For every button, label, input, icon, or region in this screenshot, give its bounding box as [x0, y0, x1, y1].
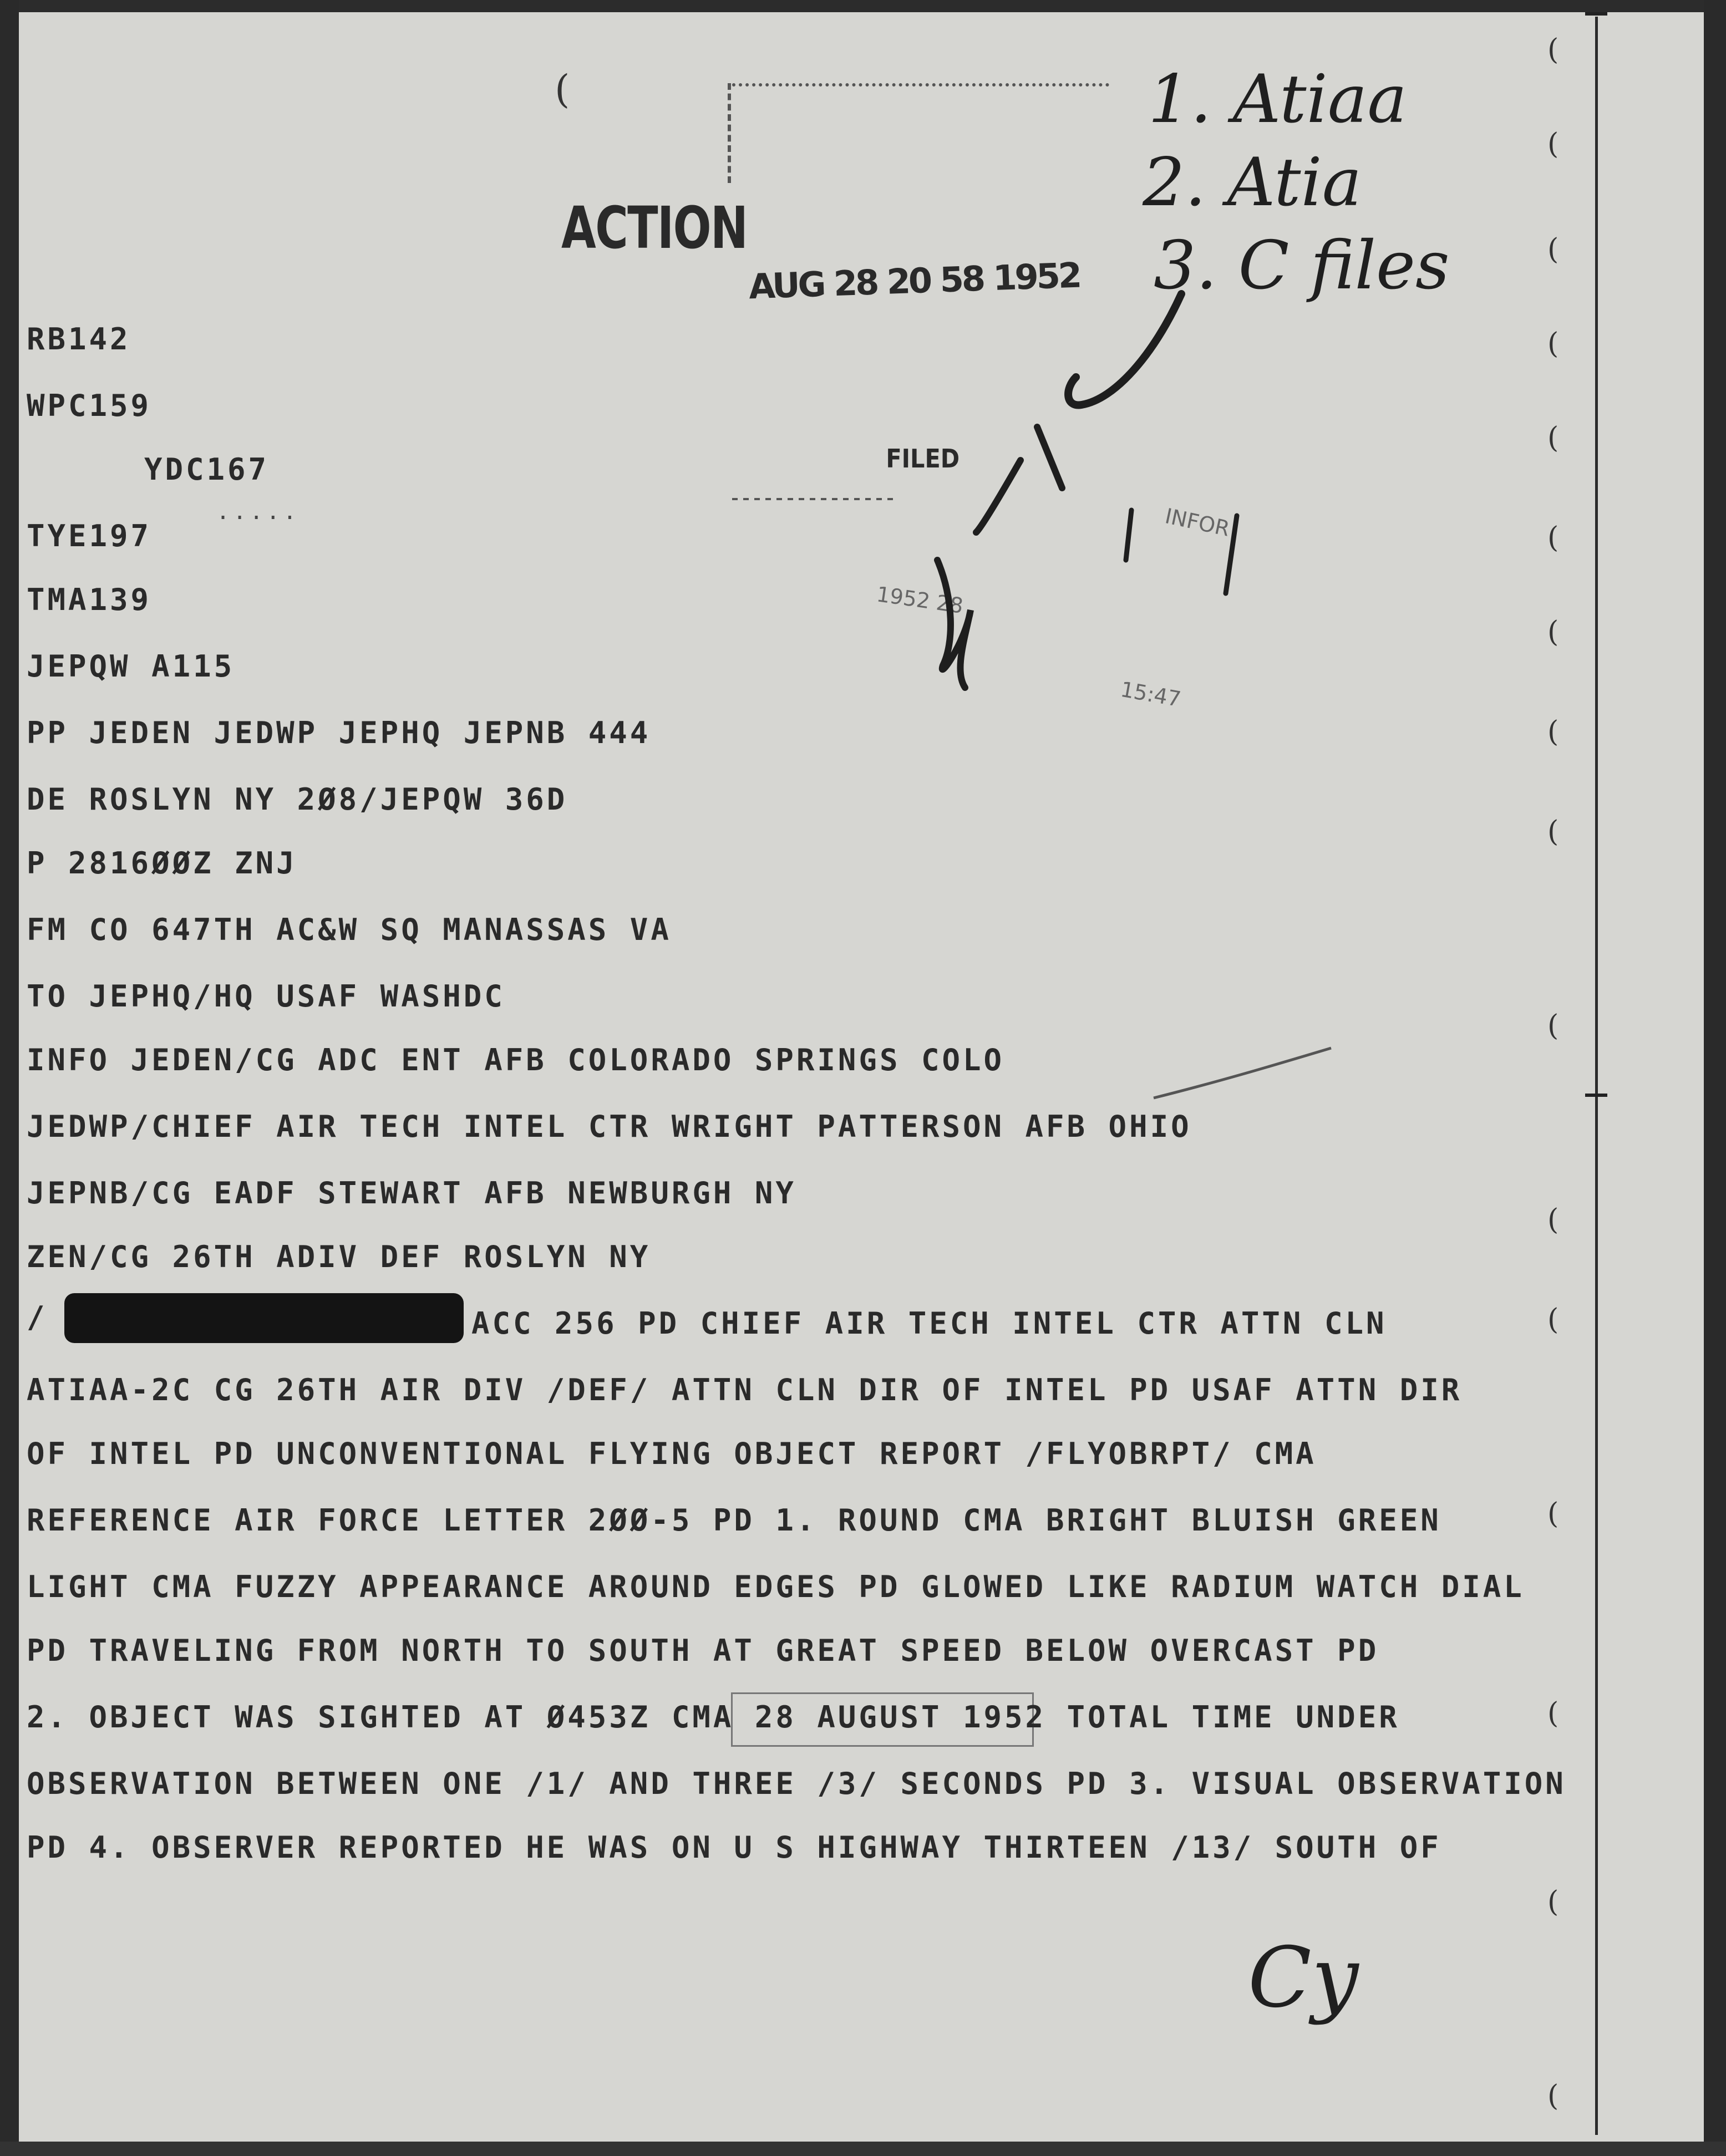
sprocket-mark: (	[1547, 521, 1559, 555]
sprocket-mark: (	[1547, 1697, 1559, 1730]
stray-mark: (	[555, 67, 570, 112]
header-code-line: RB142	[27, 322, 131, 357]
pen-stroke	[1226, 516, 1237, 593]
header-code-line: PP JEDEN JEDWP JEPHQ JEPNB 444	[27, 715, 651, 750]
pen-stroke	[976, 460, 1021, 532]
header-code-line: P 2816ØØZ ZNJ	[27, 846, 297, 881]
redaction-bar	[64, 1293, 464, 1343]
sprocket-mark: (	[1547, 1303, 1559, 1336]
sprocket-mark: (	[1547, 233, 1559, 266]
body-line: ACC 256 PD CHIEF AIR TECH INTEL CTR ATTN CLN	[471, 1306, 1387, 1341]
dotted-mark: .....	[216, 499, 300, 525]
handwritten-routing-3: 3. C files	[1154, 227, 1450, 304]
header-code-line: JEPQW A115	[27, 649, 235, 684]
sprocket-mark: (	[1547, 1885, 1559, 1919]
body-line: LIGHT CMA FUZZY APPEARANCE AROUND EDGES PD GLOWED LIKE RADIUM WATCH DIAL	[27, 1569, 1525, 1604]
body-line: 2. OBJECT WAS SIGHTED AT Ø453Z CMA 28 AUGUST 1952 TOTAL TIME UNDER	[27, 1700, 1400, 1735]
sprocket-mark: (	[1547, 2079, 1559, 2113]
pen-stroke	[1126, 510, 1131, 560]
received-date-stamp: AUG 28 20 58 1952	[748, 255, 1081, 307]
header-code-line: TYE197	[27, 518, 152, 553]
header-code-line: DE ROSLYN NY 2Ø8/JEPQW 36D	[27, 782, 568, 817]
sprocket-mark: (	[1547, 815, 1559, 848]
sprocket-mark: (	[1547, 715, 1559, 749]
handwritten-routing-1: 1. Atiaa	[1148, 61, 1407, 138]
header-code-line: YDC167	[144, 452, 270, 487]
check-mark	[1068, 294, 1181, 405]
infor-stamp: INFOR	[1162, 504, 1232, 541]
body-line: OBSERVATION BETWEEN ONE /1/ AND THREE /3/ SECONDS PD 3. VISUAL OBSERVATION	[27, 1766, 1566, 1801]
routing-line: ZEN/CG 26TH ADIV DEF ROSLYN NY	[27, 1239, 651, 1274]
handwritten-initials: Cy	[1248, 1930, 1359, 2026]
sprocket-mark: (	[1547, 1497, 1559, 1530]
filed-stamp: FILED	[886, 444, 960, 474]
stray-line	[1154, 1048, 1331, 1098]
pen-stroke	[1037, 427, 1062, 488]
handwritten-routing-2: 2. Atia	[1143, 144, 1362, 221]
sprocket-mark: (	[1547, 421, 1559, 455]
routing-line: JEDWP/CHIEF AIR TECH INTEL CTR WRIGHT PATTERSON AFB OHIO	[27, 1109, 1192, 1144]
header-code-line: WPC159	[27, 388, 152, 423]
pen-stroke	[937, 560, 971, 688]
body-line: OF INTEL PD UNCONVENTIONAL FLYING OBJECT REPORT /FLYOBRPT/ CMA	[27, 1436, 1317, 1471]
routing-line: FM CO 647TH AC&W SQ MANASSAS VA	[27, 912, 672, 947]
routing-line: TO JEPHQ/HQ USAF WASHDC	[27, 979, 505, 1014]
sprocket-mark: (	[1547, 1009, 1559, 1043]
sprocket-mark: (	[1547, 128, 1559, 161]
body-line: PD 4. OBSERVER REPORTED HE WAS ON U S HIGHWAY THIRTEEN /13/ SOUTH OF	[27, 1830, 1441, 1865]
action-stamp: ACTION	[561, 194, 748, 262]
body-line: PD TRAVELING FROM NORTH TO SOUTH AT GREAT SPEED BELOW OVERCAST PD	[27, 1633, 1379, 1668]
redaction-slash: /	[27, 1300, 45, 1335]
sprocket-mark: (	[1547, 616, 1559, 649]
sprocket-mark: (	[1547, 327, 1559, 360]
body-line: REFERENCE AIR FORCE LETTER 2ØØ-5 PD 1. ROUND CMA BRIGHT BLUISH GREEN	[27, 1503, 1441, 1538]
filed-date-stamp: 1952 28	[875, 582, 965, 618]
routing-line: INFO JEDEN/CG ADC ENT AFB COLORADO SPRINGS COLO	[27, 1043, 1005, 1077]
routing-line: JEPNB/CG EADF STEWART AFB NEWBURGH NY	[27, 1176, 796, 1211]
body-line: ATIAA-2C CG 26TH AIR DIV /DEF/ ATTN CLN DIR OF INTEL PD USAF ATTN DIR	[27, 1372, 1463, 1407]
filed-time-stamp: 15:47	[1119, 677, 1183, 712]
sprocket-mark: (	[1547, 1203, 1559, 1237]
sprocket-mark: (	[1547, 33, 1559, 67]
header-code-line: TMA139	[27, 582, 152, 617]
